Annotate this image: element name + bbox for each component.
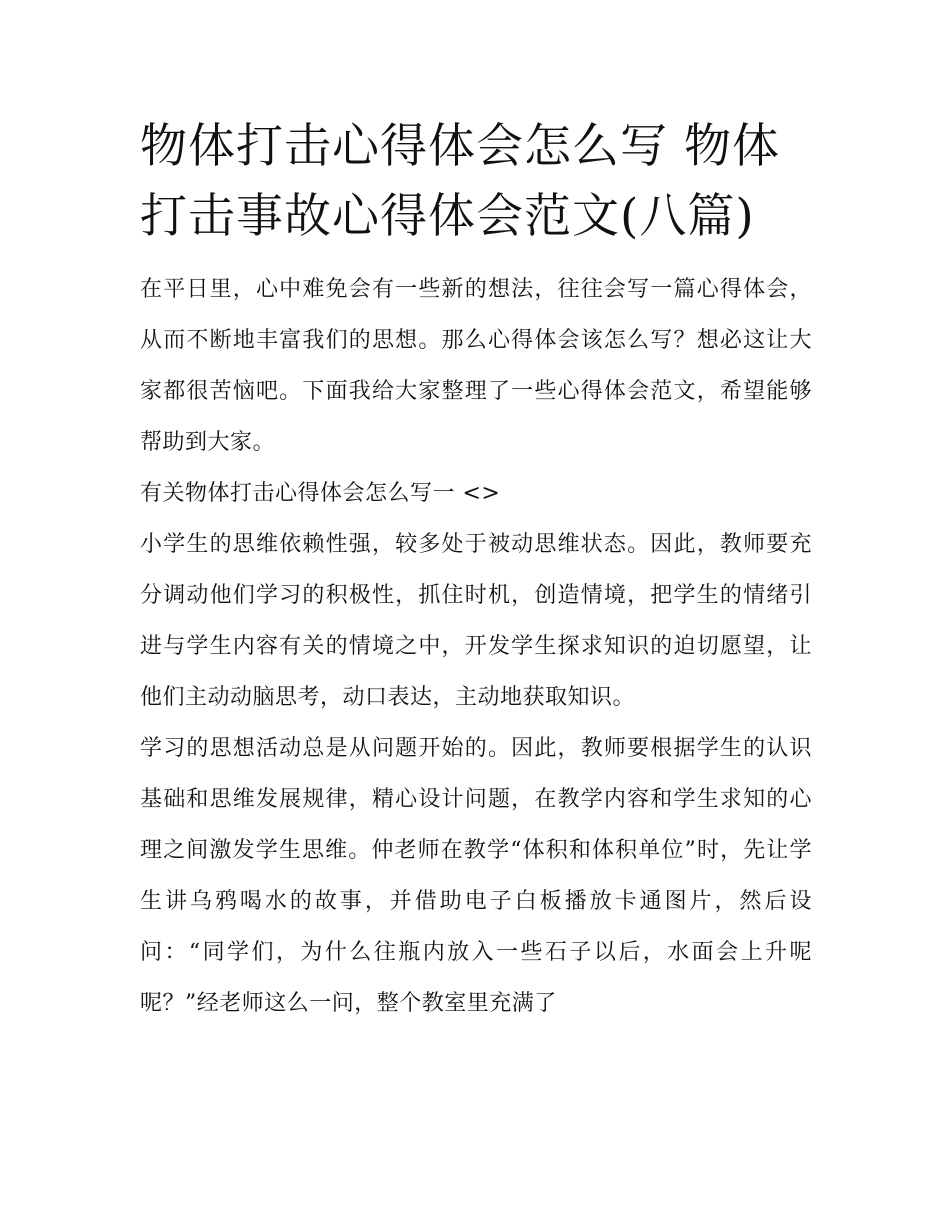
document-body — [140, 264, 812, 1029]
body-paragraph: 小学生的思维依赖性强，较多处于被动思维状态。因此，教师要充分调动他们学习的积极性，抓住时机，创造情境，把学生的情绪引进与学生内容有关的情境之中，开发学生探求知识的迫切愿望，让他们主动动脑思考，动口表达，主动地获取知识。 — [140, 532, 812, 710]
body-paragraph: 学习的思想活动总是从问题开始的。因此，教师要根据学生的认识基础和思维发展规律，精心设计问题，在教学内容和学生求知的心理之间激发学生思维。仲老师在教学“体积和体积单位”时，先让学生讲乌鸦喝水的故事，并借助电子白板播放卡通图片，然后设问：“同学们，为什么往瓶内放入一些石子以后，水面会上升呢呢？”经老师这么一问，整个教室里充满了 — [140, 736, 812, 1016]
section-heading: 有关物体打击心得体会怎么写一 <> — [140, 481, 501, 506]
intro-paragraph: 在平日里，心中难免会有一些新的想法，往往会写一篇心得体会，从而不断地丰富我们的思想。那么心得体会该怎么写？想必这让大家都很苦恼吧。下面我给大家整理了一些心得体会范文，希望能够帮助到大家。 — [140, 277, 812, 455]
document-page — [140, 112, 812, 1029]
document-title: 物体打击心得体会怎么写 物体打击事故心得体会范文(八篇) — [140, 119, 780, 244]
